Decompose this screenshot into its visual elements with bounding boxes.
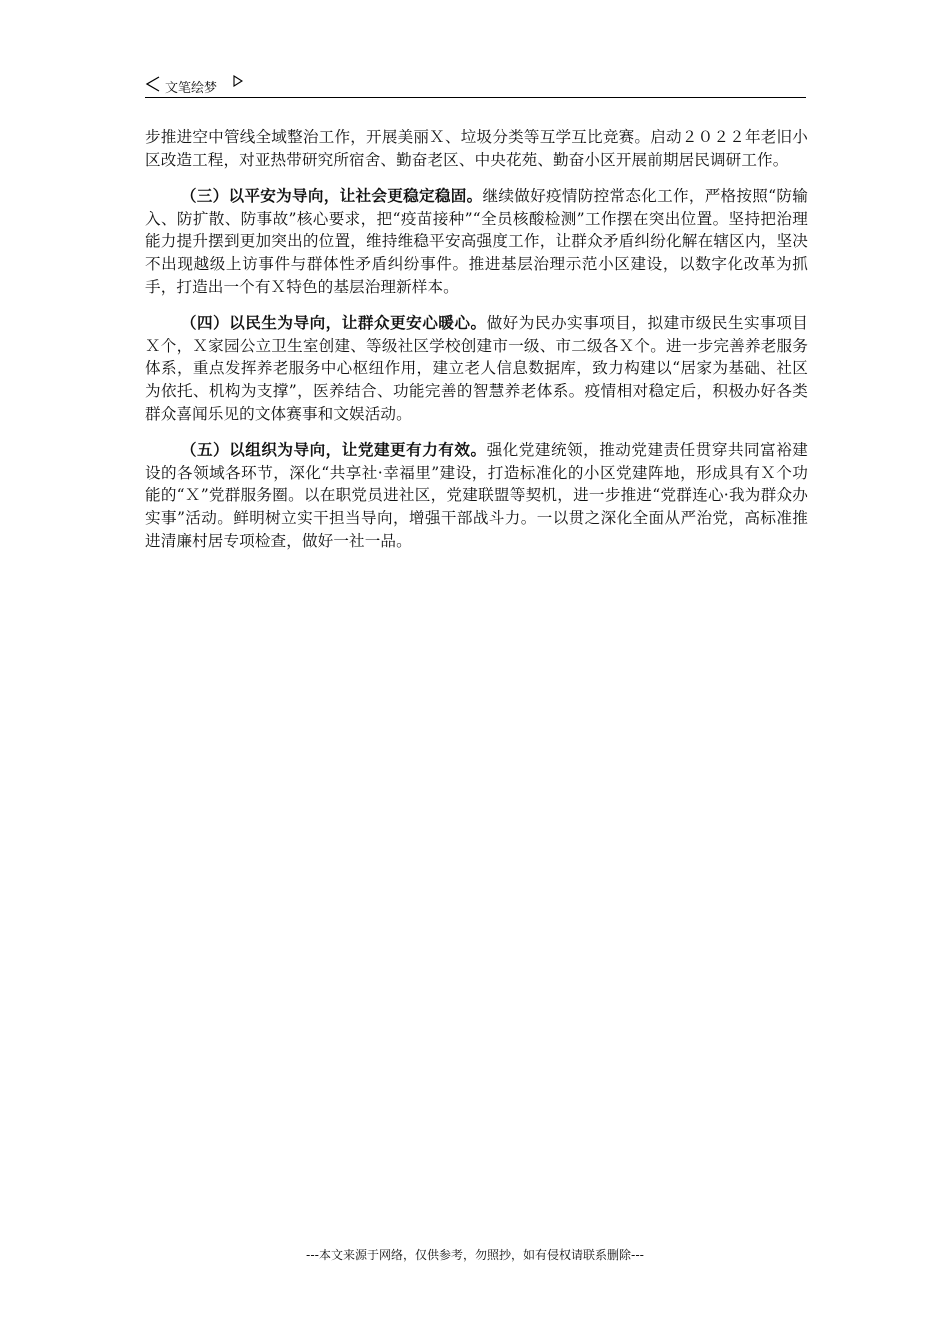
paragraph-section-4 bbox=[145, 312, 808, 425]
paragraph-continuation bbox=[145, 126, 808, 171]
header-brand: 文笔绘梦 bbox=[165, 81, 218, 96]
paragraph-text: 做好为民办实事项目，拟建市级民生实事项目Ｘ个，Ｘ家园公立卫生室创建、等级社区学校创建市一级、市二级各Ｘ个。进一步完善养老服务体系，重点发挥养老服务中心枢纽作用，建立老人信息数据库，致力构建以“居家为基础、社区为依托、机构为支撑”，医养结合、功能完善的智慧养老体系。疫情相对稳定后，积极办好各类群众喜闻乐见的文体赛事和文娱活动。 bbox=[145, 314, 808, 423]
section-heading: （三）以平安为导向，让社会更稳定稳固。 bbox=[180, 186, 483, 206]
triangle-right-icon bbox=[233, 75, 243, 87]
paragraph-section-3 bbox=[145, 185, 808, 298]
paragraph-text: 强化党建统领，推动党建责任贯穿共同富裕建设的各领域各环节，深化“共享社·幸福里”建设，打造标准化的小区党建阵地，形成具有Ｘ个功能的“Ｘ”党群服务圈。以在职党员进社区，党建联盟等契机，进一步推进“党群连心·我为群众办实事”活动。鲜明树立实干担当导向，增强干部战斗力。一以贯之深化全面从严治党，高标准推进清廉村居专项检查，做好一社一品。 bbox=[145, 441, 808, 550]
section-heading: （四）以民生为导向，让群众更安心暖心。 bbox=[180, 313, 487, 333]
triangle-left-icon bbox=[145, 76, 161, 92]
document-body bbox=[145, 126, 808, 566]
paragraph-text: 步推进空中管线全域整治工作，开展美丽Ｘ、垃圾分类等互学互比竞赛。启动２０２２年老旧小区改造工程，对亚热带研究所宿舍、勤奋老区、中央花苑、勤奋小区开展前期居民调研工作。 bbox=[145, 128, 808, 169]
header-rule bbox=[145, 97, 806, 98]
page-header bbox=[145, 74, 805, 96]
page-footer-disclaimer: ---本文来源于网络，仅供参考，勿照抄，如有侵权请联系删除--- bbox=[306, 1248, 644, 1262]
paragraph-text: 继续做好疫情防控常态化工作，严格按照“防输入、防扩散、防事故”核心要求，把“疫苗接种”“全员核酸检测”工作摆在突出位置。坚持把治理能力提升摆到更加突出的位置，维持维稳平安高强度工作，让群众矛盾纠纷化解在辖区内，坚决不出现越级上访事件与群体性矛盾纠纷事件。推进基层治理示范小区建设，以数字化改革为抓手，打造出一个有Ｘ特色的基层治理新样本。 bbox=[145, 187, 808, 296]
paragraph-section-5 bbox=[145, 439, 808, 552]
section-heading: （五）以组织为导向，让党建更有力有效。 bbox=[180, 440, 487, 460]
